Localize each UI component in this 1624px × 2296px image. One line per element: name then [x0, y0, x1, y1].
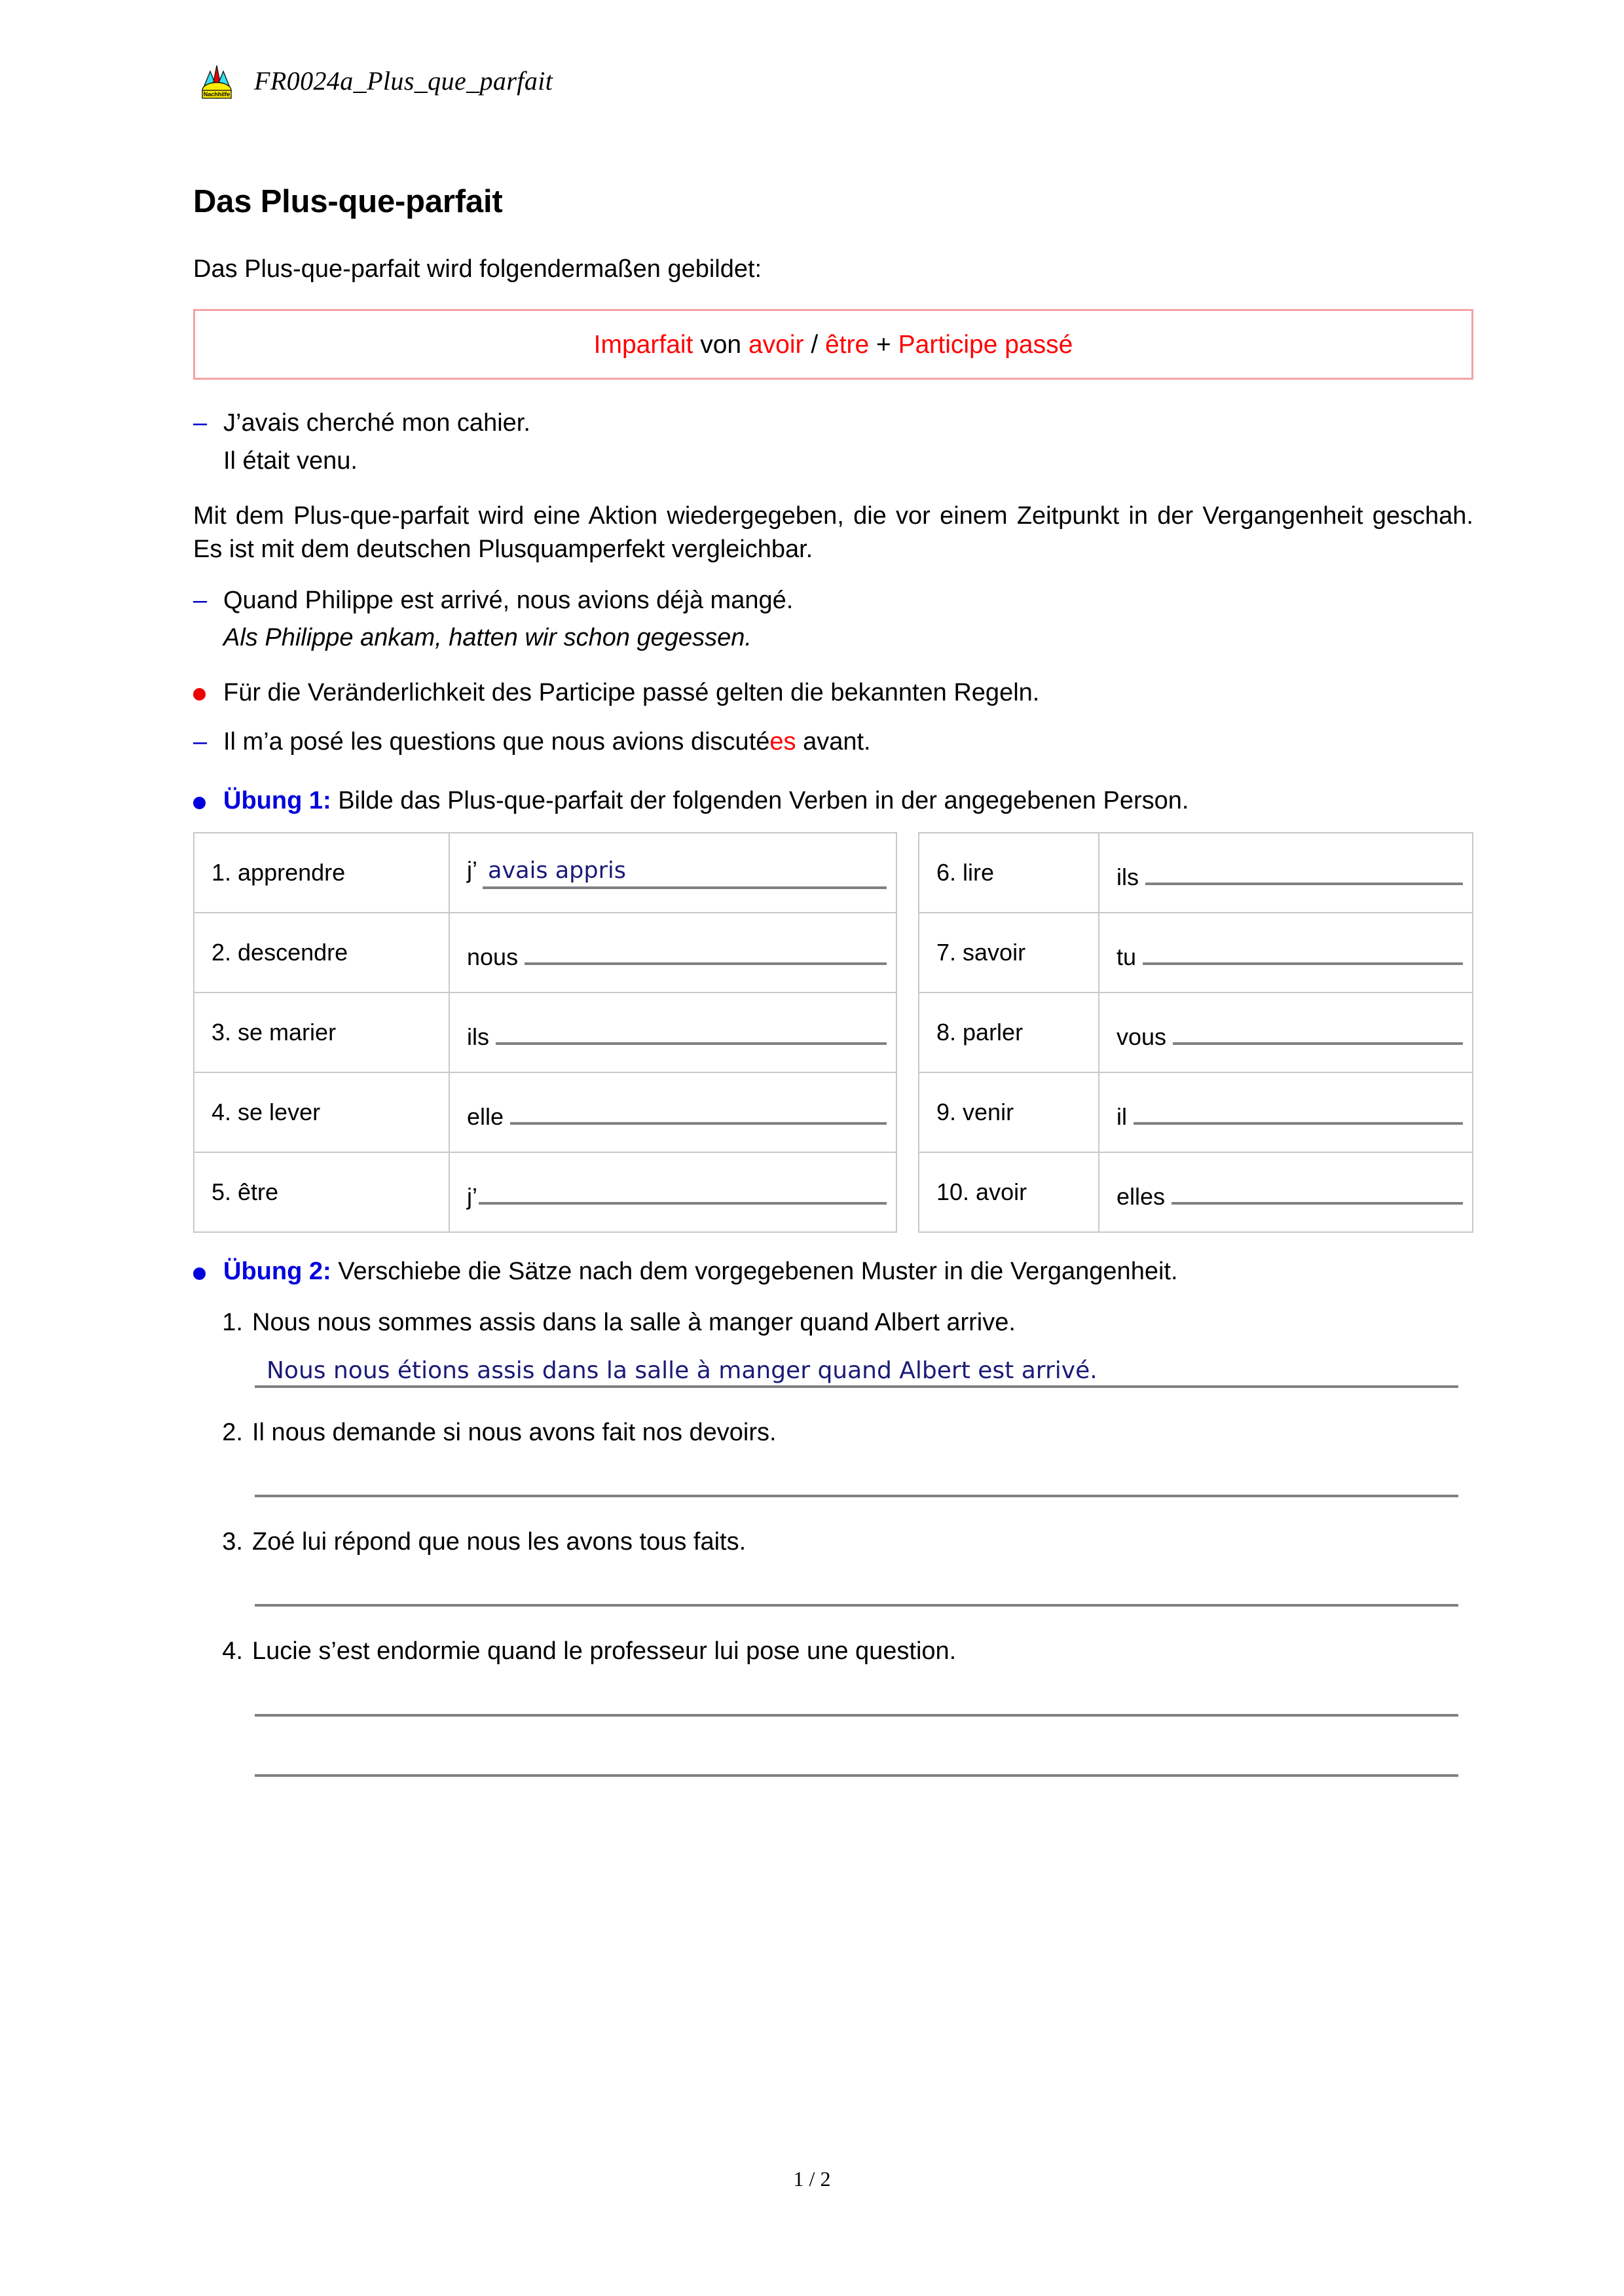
- answer-cell[interactable]: [1099, 993, 1473, 1072]
- agreement-ending-highlight: es: [769, 727, 796, 756]
- answer-cell[interactable]: [449, 993, 896, 1072]
- document-header: [196, 60, 553, 101]
- exercise-2-heading: [193, 1255, 1473, 1288]
- example-text-german: Als Philippe ankam, hatten wir schon gegessen.: [223, 624, 752, 652]
- item-sentence: Zoé lui répond que nous les avons tous faits.: [252, 1527, 747, 1556]
- exercise-2-heading-text: [223, 1255, 1473, 1288]
- answer-cell[interactable]: [449, 913, 896, 993]
- dash-bullet-icon: –: [193, 586, 208, 614]
- example-text-french: Quand Philippe est arrivé, nous avions déjà mangé.: [223, 586, 794, 614]
- verb-cell: 8. parler: [919, 993, 1099, 1072]
- example-line-secondary: Il était venu.: [223, 446, 358, 475]
- svg-text:Nachhilfe: Nachhilfe: [203, 91, 231, 98]
- page-title: Das Plus-que-parfait: [193, 184, 503, 219]
- item-number: 1.: [222, 1309, 243, 1337]
- table-row: [194, 1152, 896, 1232]
- formula-von: von: [693, 330, 748, 359]
- example-line: [193, 726, 1473, 758]
- formula-slash: /: [803, 330, 826, 359]
- example-text-agreement: [223, 726, 871, 758]
- intro-text: Das Plus-que-parfait wird folgendermaßen gebildet:: [193, 255, 762, 283]
- answer-cell[interactable]: [449, 833, 896, 913]
- red-bullet-icon: [193, 677, 223, 709]
- table-row: [194, 913, 896, 993]
- agreement-tail: avant.: [796, 727, 871, 756]
- exercise-1-heading-text: [223, 784, 1473, 818]
- answer-input[interactable]: avais appris: [483, 858, 887, 889]
- pronoun-label: elles: [1116, 1182, 1166, 1210]
- example-line: [193, 585, 1473, 617]
- formula-plus: +: [869, 330, 898, 359]
- verb-cell: 7. savoir: [919, 913, 1099, 993]
- answer-input[interactable]: [496, 1015, 887, 1045]
- answer-cell[interactable]: [1099, 913, 1473, 993]
- pronoun-label: tu: [1116, 943, 1137, 970]
- table-row: [919, 1072, 1473, 1152]
- exercise-1-label: Übung 1:: [223, 787, 331, 815]
- verb-table-right: [918, 832, 1473, 1233]
- header-document-name: FR0024a_Plus_que_parfait: [254, 65, 553, 96]
- verb-table-left: [193, 832, 897, 1233]
- list-item: [193, 1635, 1473, 1667]
- answer-input[interactable]: [255, 1488, 1458, 1497]
- blue-bullet-icon: [193, 1255, 223, 1288]
- exercise-1-heading: [193, 784, 1473, 818]
- exercise-1-instruction: Bilde das Plus-que-parfait der folgenden Verben in der angegebenen Person.: [331, 787, 1189, 815]
- example-line: [193, 407, 1473, 439]
- item-number: 2.: [222, 1418, 243, 1446]
- table-row: [919, 1152, 1473, 1232]
- answer-input[interactable]: [255, 1597, 1458, 1607]
- pronoun-label: nous: [467, 943, 519, 970]
- pronoun-label: il: [1116, 1102, 1127, 1130]
- verb-cell: 6. lire: [919, 833, 1099, 913]
- answer-input[interactable]: [510, 1095, 887, 1125]
- answer-cell[interactable]: [1099, 1152, 1473, 1232]
- handwritten-answer: Nous nous étions assis dans la salle à manger quand Albert est arrivé.: [267, 1357, 1098, 1384]
- answer-cell[interactable]: [449, 1152, 896, 1232]
- formula-avoir: avoir: [748, 330, 804, 359]
- pronoun-label: ils: [1116, 863, 1139, 890]
- verb-cell: 3. se marier: [194, 993, 449, 1072]
- list-item: [193, 1307, 1473, 1339]
- table-row: [194, 833, 896, 913]
- example-text: J’avais cherché mon cahier.: [223, 409, 530, 437]
- table-row: [919, 913, 1473, 993]
- formula-etre: être: [825, 330, 870, 359]
- dash-bullet-icon: –: [193, 727, 208, 756]
- answer-input[interactable]: [1134, 1095, 1463, 1125]
- dash-bullet-icon: –: [193, 409, 208, 437]
- pronoun-label: j’: [467, 856, 477, 884]
- page-number: 1 / 2: [793, 2167, 831, 2191]
- pronoun-label: vous: [1116, 1023, 1167, 1050]
- answer-cell[interactable]: [1099, 1072, 1473, 1152]
- verb-cell: 1. apprendre: [194, 833, 449, 913]
- item-number: 4.: [222, 1637, 243, 1666]
- exercise-1-tables: [193, 832, 1473, 1233]
- document-body: [193, 183, 1473, 1777]
- nachhilfe-logo-icon: [196, 60, 237, 101]
- answer-cell[interactable]: [1099, 833, 1473, 913]
- list-item: [193, 1526, 1473, 1558]
- rule-text: Für die Veränderlichkeit des Participe passé gelten die bekannten Regeln.: [223, 678, 1040, 706]
- answer-cell[interactable]: [449, 1072, 896, 1152]
- verb-cell: 2. descendre: [194, 913, 449, 993]
- answer-input[interactable]: [255, 1349, 1458, 1388]
- item-number: 3.: [222, 1527, 243, 1556]
- verb-cell: 5. être: [194, 1152, 449, 1232]
- item-sentence: Lucie s’est endormie quand le professeur lui pose une question.: [252, 1637, 957, 1666]
- blue-bullet-icon: [193, 784, 223, 818]
- answer-input[interactable]: [1172, 1175, 1463, 1205]
- table-row: [919, 833, 1473, 913]
- verb-cell: 4. se lever: [194, 1072, 449, 1152]
- item-sentence: Il nous demande si nous avons fait nos devoirs.: [252, 1418, 777, 1446]
- answer-input[interactable]: [1173, 1015, 1463, 1045]
- formula-imparfait: Imparfait: [593, 330, 693, 359]
- item-sentence: Nous nous sommes assis dans la salle à manger quand Albert arrive.: [252, 1309, 1016, 1337]
- exercise-2-label: Übung 2:: [223, 1258, 331, 1286]
- answer-input[interactable]: [479, 1175, 887, 1205]
- answer-input[interactable]: [255, 1707, 1458, 1717]
- exercise-2-instruction: Verschiebe die Sätze nach dem vorgegebenen Muster in die Vergangenheit.: [331, 1258, 1178, 1286]
- table-row: [919, 993, 1473, 1072]
- verb-cell: 9. venir: [919, 1072, 1099, 1152]
- rule-line: [193, 677, 1473, 709]
- verb-cell: 10. avoir: [919, 1152, 1099, 1232]
- agreement-base: Il m’a posé les questions que nous avions discuté: [223, 727, 770, 756]
- explanation-paragraph: Mit dem Plus-que-parfait wird eine Aktion wiedergegeben, die vor einem Zeitpunkt in der Vergangenheit geschah. Es ist mit dem deutschen Plusquamperfekt vergleichbar.: [193, 501, 1473, 563]
- answer-input[interactable]: [1143, 935, 1463, 965]
- pronoun-label: j’: [467, 1182, 477, 1210]
- formula-participe-passe: Participe passé: [898, 330, 1073, 359]
- list-item: [193, 1417, 1473, 1449]
- pronoun-label: elle: [467, 1102, 504, 1130]
- formula-box: [193, 309, 1473, 380]
- answer-input[interactable]: [525, 935, 887, 965]
- answer-input[interactable]: [255, 1768, 1458, 1777]
- answer-input[interactable]: [1145, 855, 1463, 885]
- pronoun-label: ils: [467, 1023, 489, 1050]
- table-row: [194, 993, 896, 1072]
- table-row: [194, 1072, 896, 1152]
